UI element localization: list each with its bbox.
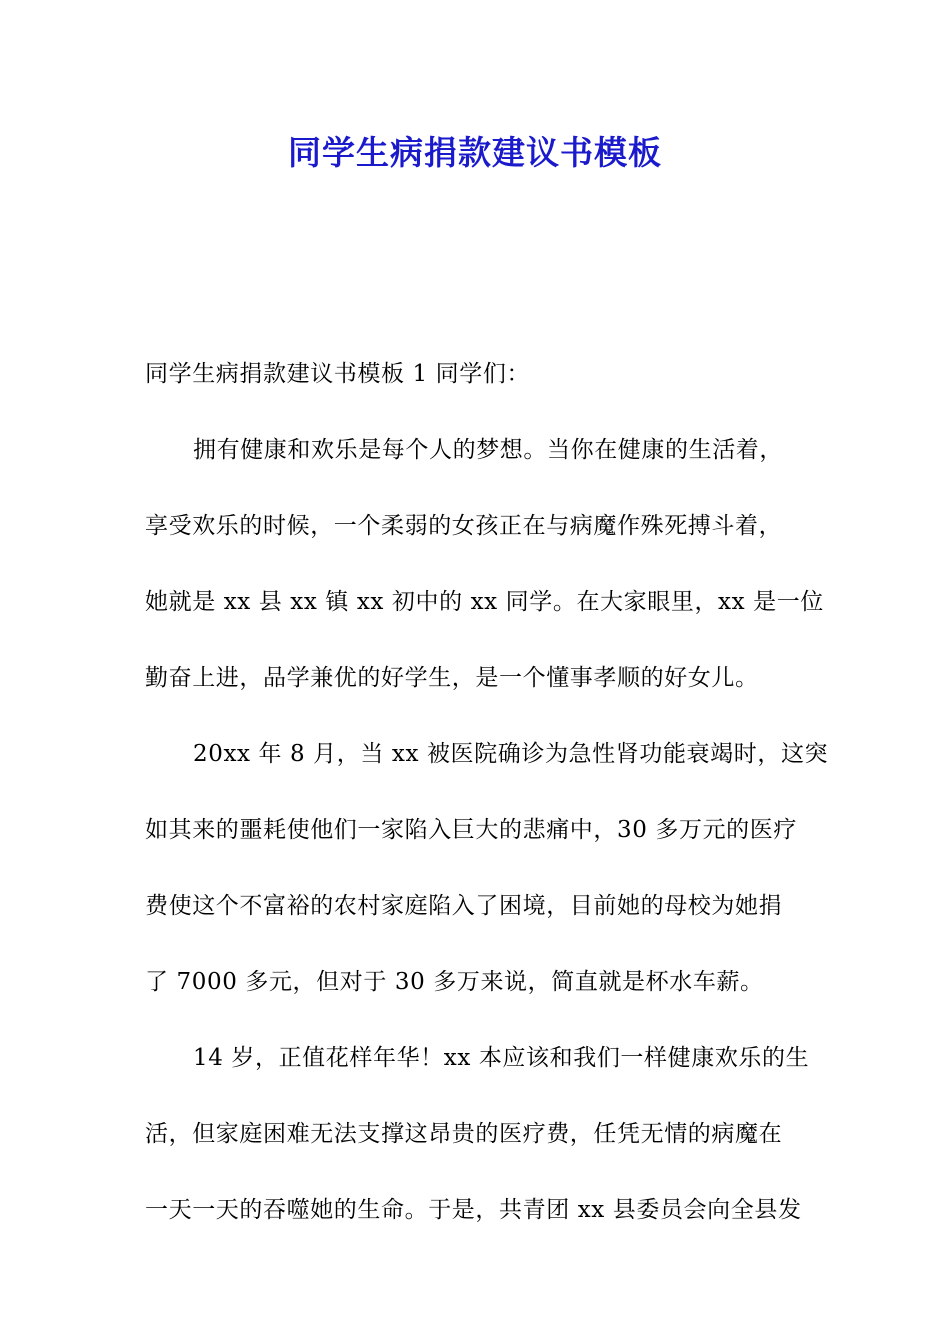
body-line: 14 岁，正值花样年华！xx 本应该和我们一样健康欢乐的生 [193,1045,810,1071]
document-title: 同学生病捐款建议书模板 [288,133,662,172]
body-line: 20xx 年 8 月，当 xx 被医院确诊为急性肾功能衰竭时，这突 [193,741,829,767]
body-line-greeting: 同学生病捐款建议书模板 1 同学们： [145,361,531,387]
body-line: 一天一天的吞噬她的生命。于是，共青团 xx 县委员会向全县发 [145,1197,802,1223]
body-line: 享受欢乐的时候，一个柔弱的女孩正在与病魔作殊死搏斗着， [145,513,783,539]
body-line: 了 7000 多元，但对于 30 多万来说，简直就是杯水车薪。 [145,969,764,995]
body-line: 活，但家庭困难无法支撑这昂贵的医疗费，任凭无情的病魔在 [145,1121,783,1147]
document-body [145,336,829,1248]
body-line: 她就是 xx 县 xx 镇 xx 初中的 xx 同学。在大家眼里，xx 是一位 [145,589,824,615]
body-line: 如其来的噩耗使他们一家陷入巨大的悲痛中，30 多万元的医疗 [145,817,797,843]
body-line: 拥有健康和欢乐是每个人的梦想。当你在健康的生活着， [193,437,783,463]
body-line: 勤奋上进，品学兼优的好学生，是一个懂事孝顺的好女儿。 [145,665,759,691]
body-line: 费使这个不富裕的农村家庭陷入了困境，目前她的母校为她捐 [145,893,783,919]
